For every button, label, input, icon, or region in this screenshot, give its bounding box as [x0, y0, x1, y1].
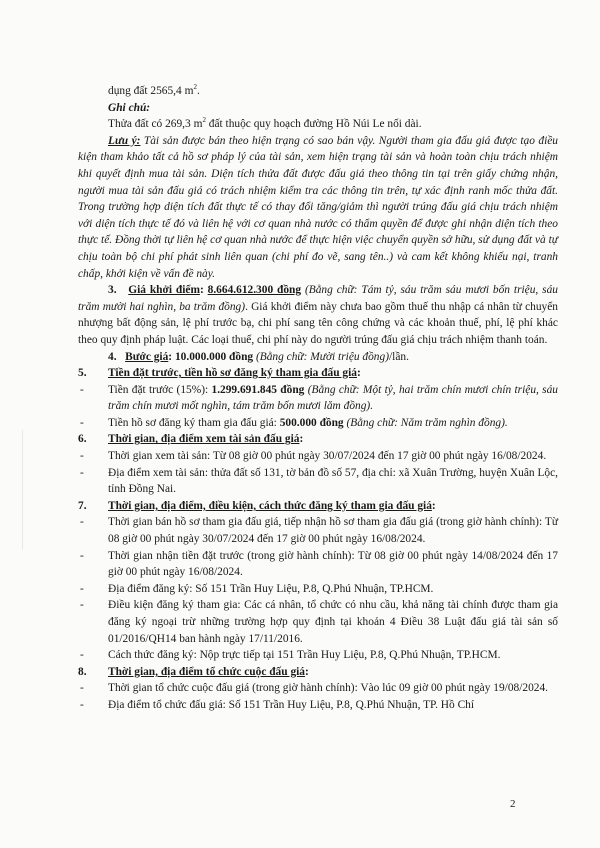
- section-7-method: - Cách thức đăng ký: Nộp trực tiếp tại 151 Trần Huy Liệu, P.8, Q.Phú Nhuận, TP.HCM.: [80, 649, 501, 662]
- caution-paragraph: Lưu ý: Tài sản được bán theo hiện trạng có sao bán vậy. Người tham gia đấu giá được tạo điều kiện tham khảo tất cả hồ sơ pháp lý của tài sản, xem hiện trạng tài sản và hoàn toàn chịu trách nhiệm khi quyết định mua tài sản. Diện tích thửa đất được đấu giá theo thông tin tại trên giấy chứng nhận, người mua tài sản đấu giá có trách nhiệm kiểm tra các thông tin trên, tự xác định ranh mốc thửa đất. Trong trường hợp diện tích đất thực tế có thay đổi tăng/giảm thì người trúng đấu giá chịu trách nhiệm với diện tích thực tế đó và liên hệ với cơ quan nhà nước có thẩm quyền để được ghi nhận diện tích theo thực tế. Đồng thời tự liên hệ cơ quan nhà nước để thực hiện việc chuyển quyền sở hữu, sử dụng đất và tự chịu toàn bộ chi phí phát sinh liên quan (chi phí đo vẽ, sang tên..) và cam kết không khiếu nại, tranh chấp, khởi kiện về vấn đề này.: [78, 134, 558, 280]
- section-6-viewing-place: - Địa điểm xem tài sản: thửa đất số 131, tờ bản đồ số 57, địa chỉ: xã Xuân Trường, huyện Xuân Lộc, tỉnh Đồng Nai.: [80, 466, 558, 496]
- section-6-heading: 6. Thời gian, địa điểm xem tài sản đấu giá :: [78, 433, 304, 446]
- section-7-heading: 7. Thời gian, địa điểm, điều kiện, cách thức đăng ký tham gia đấu giá :: [78, 499, 436, 512]
- section-4-price-step: 4. Bước giá: 10.000.000 đồng (Bằng chữ: Mười triệu đồng)/lần.: [108, 350, 409, 363]
- section-7-sale-time: - Thời gian bán hồ sơ tham gia đấu giá, tiếp nhận hồ sơ tham gia đấu giá (trong giờ hành chính): Từ 08 giờ 00 phút ngày 30/07/2024 đến 17 giờ 00 phút ngày 16/08/2024.: [80, 516, 558, 546]
- page-number: 2: [510, 798, 516, 810]
- section-5-heading: 5. Tiền đặt trước, tiền hồ sơ đăng ký tham gia đấu giá :: [78, 367, 361, 380]
- section-8-auction-place: - Địa điểm tổ chức đấu giá: Số 151 Trần Huy Liệu, P.8, Q.Phú Nhuận, TP. Hồ Chí: [80, 698, 475, 711]
- section-3-starting-price: 3. Giá khởi điểm: 8.664.612.300 đồng (Bằng chữ: Tám tỷ, sáu trăm sáu mươi bốn triệu, sáu trăm mười hai nghìn, ba trăm đồng). Giá khởi điểm này chưa bao gồm thuế thu nhập cá nhân từ chuyển nhượng bất động sản, lệ phí trước bạ, chi phí sang tên công chứng và các khoản thuế, phí, lệ phí khác theo quy định pháp luật. Các loại thuế, chi phí này do người trúng đấu giá chịu trách nhiệm thanh toán.: [78, 284, 559, 346]
- land-area-line: dụng đất 2565,4 $m^2$.: [108, 83, 200, 97]
- section-8-auction-time: - Thời gian tổ chức cuộc đấu giá (trong giờ hành chính): Vào lúc 09 giờ 00 phút ngày 19/08/2024.: [80, 682, 549, 695]
- document-body: [78, 83, 558, 714]
- section-5-deposit: - Tiền đặt trước (15%): 1.299.691.845 đồng (Bằng chữ: Một tỷ, hai trăm chín mươi chín triệu, sáu trăm chín mươi mốt nghìn, tám trăm bốn mươi lăm đồng).: [80, 383, 559, 413]
- note-text: Thửa đất có 269,3 $m^2$ đất thuộc quy hoạch đường Hồ Núi Le nối dài.: [108, 116, 422, 131]
- note-label: Ghi chú:: [108, 101, 151, 114]
- section-7-conditions: - Điều kiện đăng ký tham gia: Các cá nhân, tổ chức có nhu cầu, khả năng tài chính được tham gia đăng ký ngoại trừ những trường hợp quy định tại khoản 4 Điều 38 Luật đấu giá tài sản số 01/2016/QH14 ban hành ngày 17/11/2016.: [80, 599, 558, 645]
- section-7-deposit-time: - Thời gian nhận tiền đặt trước (trong giờ hành chính): Từ 08 giờ 00 phút ngày 14/08/2024 đến 17 giờ 00 phút ngày 16/08/2024.: [80, 549, 558, 579]
- stamp-edge-mark: [0, 430, 23, 550]
- section-7-registration-place: - Địa điểm đăng ký: Số 151 Trần Huy Liệu, P.8, Q.Phú Nhuận, TP.HCM.: [80, 582, 434, 595]
- section-8-heading: 8. Thời gian, địa điểm tổ chức cuộc đấu giá :: [78, 665, 309, 678]
- section-6-viewing-time: - Thời gian xem tài sản: Từ 08 giờ 00 phút ngày 30/07/2024 đến 17 giờ 00 phút ngày 16/08/2024.: [80, 450, 547, 463]
- section-5-file-fee: - Tiền hồ sơ đăng ký tham gia đấu giá: 500.000 đồng (Bằng chữ: Năm trăm nghìn đồng).: [80, 416, 508, 429]
